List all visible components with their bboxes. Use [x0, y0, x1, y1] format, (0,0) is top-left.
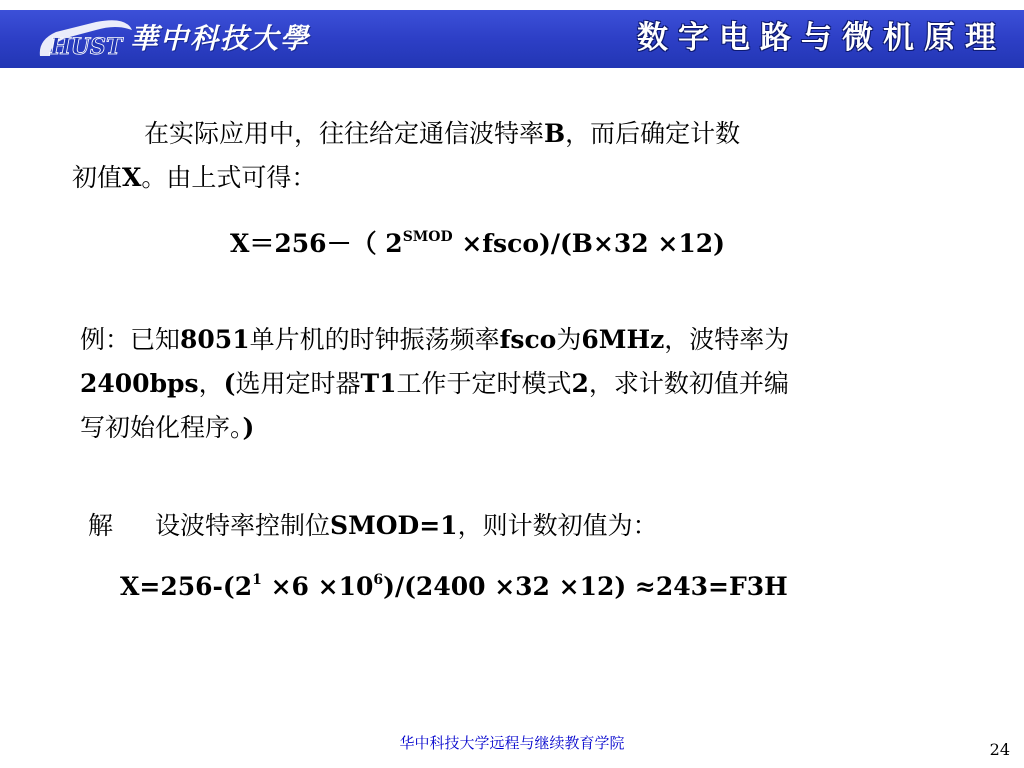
solution-label: 解 — [88, 511, 114, 540]
svg-text:HUST: HUST — [50, 34, 123, 60]
formula-count-init: X＝256－（ $2^{SMOD}$ ×fsco)/(B×32 ×12) — [230, 229, 725, 258]
example-line-1: 例：已知8051单片机的时钟振荡频率fsco为6MHz，波特率为 — [80, 325, 790, 354]
university-name: 華中科技大學 — [130, 22, 311, 55]
solution-line: 解 设波特率控制位SMOD=1，则计数初值为： — [88, 511, 658, 540]
formula-result: $X=256-(2^1 \times 6 \times 10^6)/(2400 \times 32 \times 12) \approx 243=F3H$ — [120, 572, 788, 601]
header-banner — [0, 0, 1024, 86]
course-title: 数字电路与微机原理 — [637, 20, 1006, 56]
intro-line-2: 初值X。由上式可得： — [72, 163, 317, 192]
page-number: 24 — [989, 740, 1010, 759]
intro-line-1: 在实际应用中，往往给定通信波特率B，而后确定计数 — [144, 119, 741, 148]
example-line-3: 写初始化程序。) — [80, 413, 255, 442]
footer-institution: 华中科技大学远程与继续教育学院 — [399, 734, 625, 752]
example-line-2: 2400bps，(选用定时器T1工作于定时模式2，求计数初值并编 — [80, 369, 789, 398]
hust-logo-icon — [36, 10, 136, 64]
